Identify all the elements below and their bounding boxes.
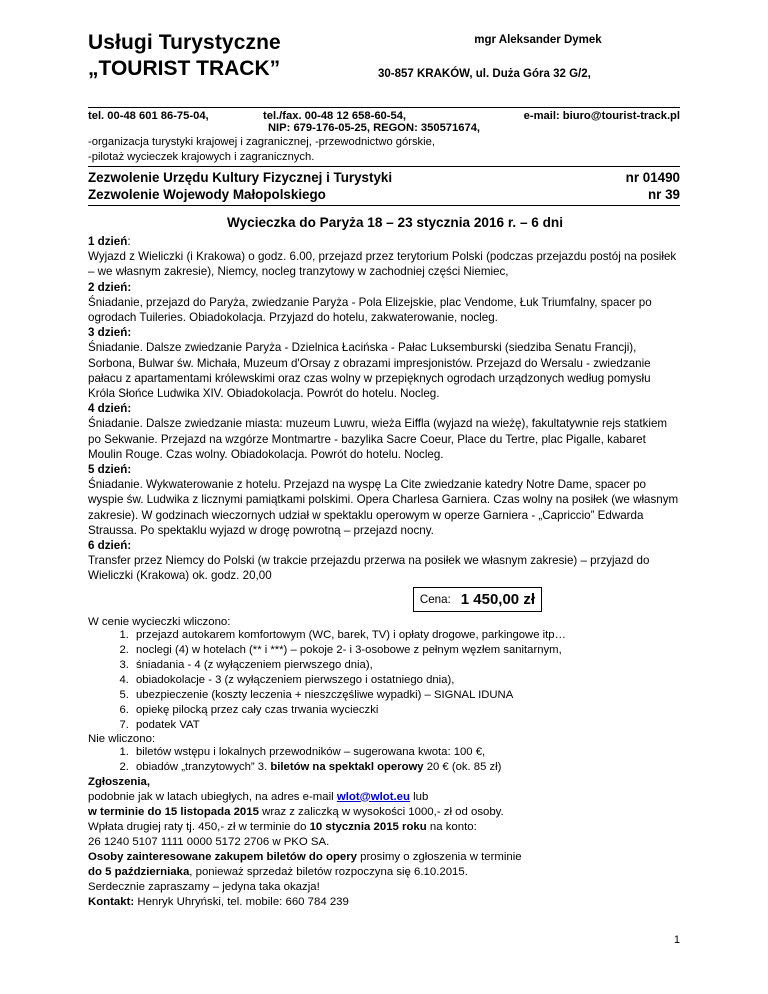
day-text: Śniadanie. Dalsze zwiedzanie Paryża - Dzielnica Łacińska - Pałac Luksemburski (siedziba Senatu Francji), Sorbona, Bulwar św. Michała, Muzeum d'Orsay z obrazami impresjonistów. Przejazd do Wersalu - zwiedzanie pałacu z apartamentami królewskimi oraz czas wolny w przepięknych ogrodach urządzonych według pomysłu Króla Słońce Ludwika XIV. Obiadokolacja. Powrót do hotelu. Nocleg. [88,341,651,401]
day-heading: 1 dzień [88,235,128,248]
divider [88,205,680,206]
day-heading-suffix: : [127,463,132,477]
not-included-item2-part2: 20 € (ok. 85 zł) [423,760,502,773]
closing-line: Serdecznie zapraszamy – jedyna taka okazja! [88,880,320,893]
document-content [88,30,680,910]
day-heading: 5 dzień [88,463,128,477]
day-heading-suffix: : [127,235,131,248]
day-heading-suffix: : [127,402,132,416]
opera-tickets-rest: prosimy o zgłoszenia w terminie [357,850,522,863]
day-heading: 6 dzień [88,539,128,553]
itinerary-day [88,234,680,280]
registration-line-5 [88,850,680,865]
second-installment-tail: na konto: [426,820,477,833]
day-text: Transfer przez Niemcy do Polski (w trakcie przejazdu przerwa na posiłek we własnym zakresie) – przyjazd do Wieliczki (Krakowa) ok. godz. 20,00 [88,554,650,583]
page-number: 1 [673,934,680,946]
day-heading: 2 dzień [88,280,128,294]
day-heading: 4 dzień [88,402,128,416]
permit-label: Zezwolenie Wojewody Małopolskiego [88,187,326,202]
permit-number: nr 01490 [625,170,680,185]
letterhead-right [378,34,688,80]
company-name-line2: „TOURIST TRACK” [88,57,281,80]
letterhead [88,30,680,106]
registration-line-3 [88,820,680,835]
day-text: Śniadanie. Wykwaterowanie z hotelu. Przejazd na wyspę La Cite zwiedzanie katedry Notre Dame, spacer po wyspie św. Ludwika z licznymi pamiątkami polskimi. Opera Charlesa Garniera. Czas wolny na posiłek (we własnym zakresie). W godzinach wieczornych udział w spektaklu operowym w operze Garniera - „Capriccio” Edwarda Straussa. Po spektaklu wyjazd w drogę powrotną – przejazd nocny. [88,478,679,537]
price-box-wrapper [88,587,680,612]
contact-row [88,107,680,122]
company-name-line1: Usługi Turystyczne [88,31,281,54]
price-box [413,587,542,612]
itinerary [88,234,680,584]
itinerary-day [88,538,680,584]
owner-name: mgr Aleksander Dymek [474,34,602,46]
day-heading-suffix: : [127,326,132,340]
included-title: W cenie wycieczki wliczono: [88,615,231,628]
opera-deadline-bold: do 5 październiaka [88,865,190,878]
list-item: 2. noclegi (4) w hotelach (** i ***) – pokoje 2- i 3-osobowe z pełnym węzłem sanitarnym, [132,643,680,658]
permit-label: Zezwolenie Urzędu Kultury Fizycznej i Turystyki [88,170,393,185]
day-text: Wyjazd z Wieliczki (i Krakowa) o godz. 6.00, przejazd przez terytorium Polski (podczas przejazdu postój na posiłek – we własnym zakresie), Niemcy, nocleg tranzytowy w zachodniej części Niemiec, [88,250,677,279]
itinerary-day [88,401,680,462]
list-item: 7. podatek VAT [132,718,680,733]
itinerary-day [88,462,680,538]
not-included-title: Nie wliczono: [88,732,156,745]
price-label: Cena: [419,592,451,606]
company-address: 30-857 KRAKÓW, ul. Duża Góra 32 G/2, [378,68,591,80]
contact-label: Kontakt: [88,895,135,908]
list-item: 1. biletów wstępu i lokalnych przewodników – sugerowana kwota: 100 €, [132,745,680,760]
day-heading-suffix: : [127,280,132,294]
services-line-2: -pilotaż wycieczek krajowych i zagranicznych. [88,150,315,163]
opera-deadline-rest: , ponieważ sprzedaż biletów rozpoczyna się 6.10.2015. [189,865,468,878]
permit-row [88,186,680,203]
registration-line1-text: podobnie jak w latach ubiegłych, na adres e-mail [88,790,337,803]
nip-regon-text: NIP: 679-176-05-25, REGON: 350571674, [267,122,481,134]
opera-tickets-bold: Osoby zainteresowane zakupem biletów do opery [88,850,358,863]
deadline-rest: wraz z zaliczką w wysokości 1000,- zł od osoby. [258,805,504,818]
services-block [88,135,680,164]
trip-title: Wycieczka do Paryża 18 – 23 stycznia 2016 r. – 6 dni [226,215,563,230]
list-item [132,760,680,775]
telfax-text: tel./fax. 00-48 12 658-60-54, [263,110,407,122]
day-heading-suffix: : [127,539,132,553]
list-item: 5. ubezpieczenie (koszty leczenia + nieszczęśliwe wypadki) – SIGNAL IDUNA [132,688,680,703]
permits-block [88,166,680,203]
registration-line-6 [88,865,680,880]
not-included-item2-bold: biletów na spektakl operowy [270,760,424,773]
registration-line-2 [88,805,680,820]
day-text: Śniadanie. Dalsze zwiedzanie miasta: muzeum Luwru, wieża Eiffla (wyjazd na wieżę), fakultatywnie rejs statkiem po Sekwanie. Przejazd na wzgórze Montmartre - bazylika Sacre Coeur, Place du Tertre, plac Pigalle, kabaret Moulin Rouge. Czas wolny. Obiadokolacja. Powrót do hotelu. Nocleg. [88,417,668,461]
day-heading: 3 dzień [88,326,128,340]
phone-text: tel. 00-48 601 86-75-04, [88,110,209,122]
registration-line-1 [88,790,680,805]
itinerary-day [88,325,680,401]
list-item: 1. przejazd autokarem komfortowym (WC, barek, TV) i opłaty drogowe, parkingowe itp… [132,628,680,643]
email-text[interactable]: e-mail: biuro@tourist-track.pl [523,110,680,122]
list-item: 3. śniadania - 4 (z wyłączeniem pierwszego dnia), [132,658,680,673]
permit-number: nr 39 [647,187,680,202]
contact-details: Henryk Uhryński, tel. mobile: 660 784 239 [134,895,349,908]
deadline-bold: w terminie do 15 listopada 2015 [88,805,259,818]
registration-heading: Zgłoszenia, [88,775,151,788]
list-item: 4. obiadokolacje - 3 (z wyłączeniem pierwszego i ostatniego dnia), [132,673,680,688]
itinerary-day [88,280,680,326]
services-line-1: -organizacja turystyki krajowej i zagranicznej, -przewodnictwo górskie, [88,136,435,148]
not-included-item2-part1: obiadów „tranzytowych” 3. [136,760,271,773]
second-installment-text: Wpłata drugiej raty tj. 450,- zł w terminie do [88,820,310,833]
contact-line [88,895,680,910]
price-value: 1 450,00 zł [460,590,535,608]
second-installment-date: 10 stycznia 2015 roku [309,820,427,833]
permit-row [88,169,680,186]
included-list [88,628,680,733]
list-item: 6. opiekę pilocką przez cały czas trwania wycieczki [132,703,680,718]
not-included-list [88,745,680,775]
day-text: Śniadanie, przejazd do Paryża, zwiedzanie Paryża - Pola Elizejskie, plac Vendome, Łuk Triumfalny, spacer po ogrodach Tuileries. Obiadokolacja. Przyjazd do hotelu, zakwaterowanie, nocleg. [88,295,652,325]
registration-line1-tail: lub [409,790,429,803]
bank-account: 26 1240 5107 1111 0000 5172 2706 w PKO SA. [88,835,330,848]
email-link[interactable]: wlot@wlot.eu [336,790,410,803]
